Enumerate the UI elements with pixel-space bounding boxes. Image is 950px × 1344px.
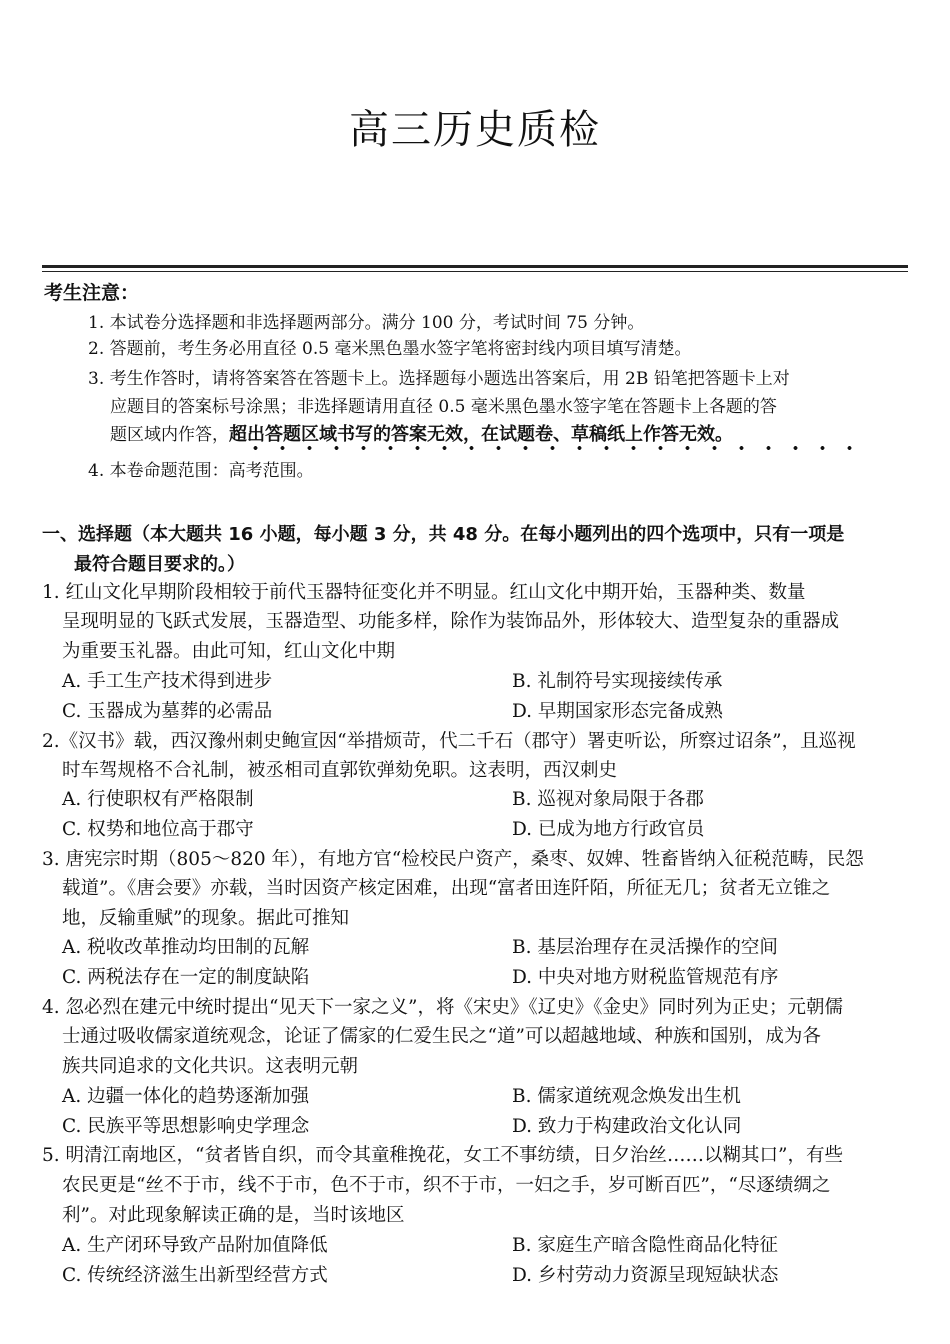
question-5-option-d: D. 乡村劳动力资源呈现短缺状态 (512, 1265, 779, 1286)
question-3-line-1: 3. 唐宪宗时期（805～820 年），有地方官“检校民户资产，桑枣、奴婢、牲畜皆纳入征税范畴，民怨 (42, 849, 864, 870)
question-4-option-d: D. 致力于构建政治文化认同 (512, 1116, 742, 1137)
question-2-option-d: D. 已成为地方行政官员 (512, 819, 705, 840)
question-4-option-a: A. 边疆一体化的趋势逐渐加强 (62, 1086, 310, 1107)
question-3-option-b: B. 基层治理存在灵活操作的空间 (512, 937, 778, 958)
question-4-line-1: 4. 忽必烈在建元中统时提出“见天下一家之义”，将《宋史》《辽史》《金史》同时列为正史；元朝儒 (42, 997, 843, 1018)
notice-warning-emphasis: 超出答题区域书写的答案无效，在试题卷、草稿纸上作答无效。 (229, 424, 733, 445)
question-2-line-2: 时车驾规格不合礼制，被丞相司直郭钦弹劾免职。这表明，西汉刺史 (62, 760, 618, 781)
question-2-option-b: B. 巡视对象局限于各郡 (512, 789, 704, 810)
section-heading-line-1: 一、选择题（本大题共 16 小题，每小题 3 分，共 48 分。在每小题列出的四个选项中，只有一项是 (42, 524, 845, 545)
question-4-line-2: 士通过吸收儒家道统观念，论证了儒家的仁爱生民之“道”可以超越地域、种族和国别，成为各 (62, 1026, 821, 1047)
question-5-line-2: 农民更是“丝不于市，线不于市，色不于市，织不于市，一妇之手，岁可断百匹”，“尽逐绩绸之 (62, 1175, 831, 1196)
notice-heading: 考生注意： (44, 282, 140, 304)
question-2-line-1: 2.《汉书》载，西汉豫州刺史鲍宣因“举措烦苛，代二千石（郡守）署吏听讼，所察过诏条”，且巡视 (42, 731, 856, 752)
question-1-option-d: D. 早期国家形态完备成熟 (512, 701, 723, 722)
question-5-option-c: C. 传统经济滋生出新型经营方式 (62, 1265, 328, 1286)
notice-item-4: 4. 本卷命题范围：高考范围。 (88, 461, 314, 481)
notice-item-3-line-2: 应题目的答案标号涂黑；非选择题请用直径 0.5 毫米黑色墨水签字笔在答题卡上各题的答 (110, 397, 777, 417)
section-heading (42, 520, 912, 580)
notice-item-3: 3. 考生作答时，请将答案答在答题卡上。选择题每小题选出答案后，用 2B 铅笔把答题卡上对 (88, 369, 790, 389)
notice-item-1: 1. 本试卷分选择题和非选择题两部分。满分 100 分，考试时间 75 分钟。 (88, 313, 645, 333)
question-4-line-3: 族共同追求的文化共识。这表明元朝 (62, 1056, 359, 1077)
question-3-line-2: 载道”。《唐会要》亦载，当时因资产核定困难，出现“富者田连阡陌，所征无几；贫者无立锥之 (62, 878, 831, 899)
question-2-option-c: C. 权势和地位高于郡守 (62, 819, 254, 840)
question-2-option-a: A. 行使职权有严格限制 (62, 789, 254, 810)
question-3-option-d: D. 中央对地方财税监管规范有序 (512, 967, 779, 988)
header-rule-thin (42, 271, 908, 272)
question-1-option-c: C. 玉器成为墓葬的必需品 (62, 701, 273, 722)
question-1-line-3: 为重要玉礼器。由此可知，红山文化中期 (62, 641, 396, 662)
question-1-option-a: A. 手工生产技术得到进步 (62, 671, 273, 692)
question-5-line-3: 利”。对此现象解读正确的是，当时该地区 (62, 1205, 405, 1226)
question-4-option-b: B. 儒家道统观念焕发出生机 (512, 1086, 741, 1107)
emphasis-dots (242, 445, 858, 451)
question-3-line-3: 地，反输重赋”的现象。据此可推知 (62, 908, 349, 929)
notice-item-2: 2. 答题前，考生务必用直径 0.5 毫米黑色墨水签字笔将密封线内项目填写清楚。 (88, 339, 692, 359)
question-5-option-b: B. 家庭生产暗含隐性商品化特征 (512, 1235, 778, 1256)
question-3-option-a: A. 税收改革推动均田制的瓦解 (62, 937, 310, 958)
question-4-option-c: C. 民族平等思想影响史学理念 (62, 1116, 310, 1137)
question-1-line-2: 呈现明显的飞跃式发展，玉器造型、功能多样，除作为装饰品外，形体较大、造型复杂的重器成 (62, 611, 840, 632)
question-1-line-1: 1. 红山文化早期阶段相较于前代玉器特征变化并不明显。红山文化中期开始，玉器种类、数量 (42, 582, 806, 603)
section-heading-line-2: 最符合题目要求的。） (74, 554, 245, 575)
question-5-line-1: 5. 明清江南地区，“贫者皆自织，而令其童稚挽花，女工不事纺绩，日夕治丝……以糊其口”，有些 (42, 1145, 843, 1166)
question-5-option-a: A. 生产闭环导致产品附加值降低 (62, 1235, 328, 1256)
notice-item-3-line-3-normal: 题区域内作答， (110, 425, 229, 445)
question-1-option-b: B. 礼制符号实现接续传承 (512, 671, 723, 692)
header-rule-thick (42, 265, 908, 268)
page-title: 高三历史质检 (349, 107, 601, 153)
question-3-option-c: C. 两税法存在一定的制度缺陷 (62, 967, 310, 988)
